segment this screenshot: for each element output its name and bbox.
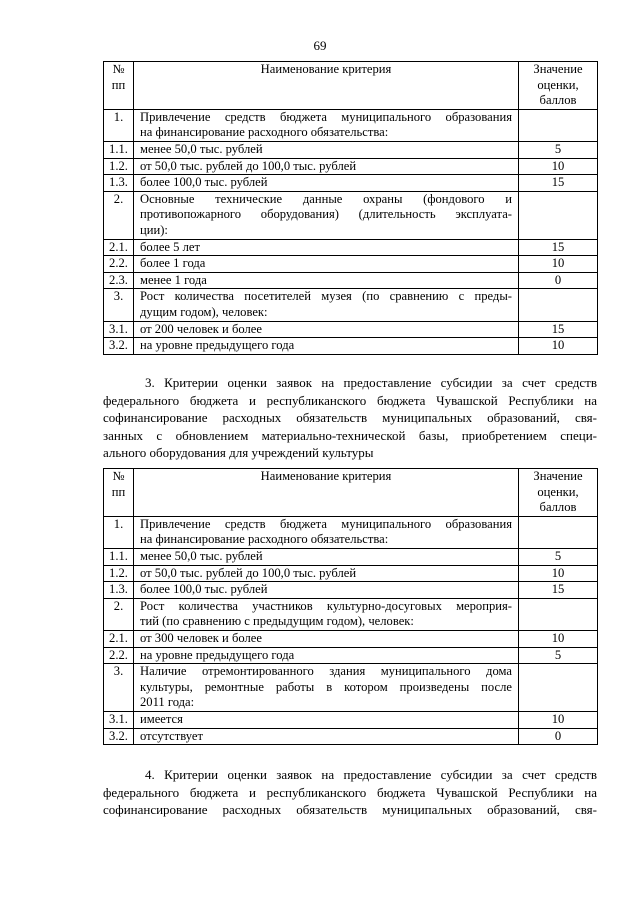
row-number: 2. <box>104 598 134 630</box>
row-value: 10 <box>519 256 598 273</box>
row-number: 1. <box>104 516 134 548</box>
table-header-row <box>104 62 598 110</box>
criterion-line: Привлечение средств бюджета муниципального образования <box>140 516 512 531</box>
row-number: 2.1. <box>104 239 134 256</box>
row-value: 15 <box>519 175 598 192</box>
row-value: 5 <box>519 548 598 565</box>
row-value: 10 <box>519 338 598 355</box>
row-criterion: на уровне предыдущего года <box>134 647 519 664</box>
subcriterion-row <box>104 239 598 256</box>
page-number: 69 <box>313 38 327 53</box>
criterion-line: Основные технические данные охраны (фондового и <box>140 191 512 206</box>
row-value: 5 <box>519 647 598 664</box>
row-number: 1.3. <box>104 582 134 599</box>
subcriterion-row <box>104 548 598 565</box>
subcriterion-row <box>104 256 598 273</box>
criterion-row <box>104 664 598 712</box>
row-value: 5 <box>519 141 598 158</box>
subcriterion-row <box>104 630 598 647</box>
row-criterion: от 200 человек и более <box>134 321 519 338</box>
row-value: 0 <box>519 728 598 745</box>
subcriterion-row <box>104 272 598 289</box>
paragraph-line: федерального бюджета и республиканского бюджета Чувашской Республики на <box>103 392 597 408</box>
row-value: 0 <box>519 272 598 289</box>
criterion-line: Рост количества участников культурно-досуговых мероприя- <box>140 598 512 613</box>
paragraph-line: 3. Критерии оценки заявок на предоставление субсидии за счет средств <box>145 375 597 390</box>
section-3-paragraph <box>103 374 597 462</box>
criterion-line: на финансирование расходного обязательства: <box>140 125 389 140</box>
row-value <box>519 664 598 712</box>
criterion-line: противопожарного оборудования) (длительность эксплуата- <box>140 207 512 222</box>
criterion-line: культуры, ремонтные работы в котором произведены после <box>140 679 512 694</box>
row-criterion: отсутствует <box>134 728 519 745</box>
row-value: 15 <box>519 321 598 338</box>
criterion-line: ции): <box>140 222 168 237</box>
criterion-line: на финансирование расходного обязательства: <box>140 532 389 547</box>
paragraph-line: 4. Критерии оценки заявок на предоставление субсидии за счет средств <box>145 767 597 782</box>
row-number: 2.2. <box>104 647 134 664</box>
row-criterion: от 50,0 тыс. рублей до 100,0 тыс. рублей <box>134 158 519 175</box>
table-header-row <box>104 469 598 517</box>
row-criterion: более 100,0 тыс. рублей <box>134 582 519 599</box>
header-name: Наименование критерия <box>134 62 519 110</box>
criterion-row <box>104 516 598 548</box>
header-num: № пп <box>104 469 134 517</box>
row-number: 2. <box>104 191 134 239</box>
criterion-line: 2011 года: <box>140 695 195 710</box>
row-value: 10 <box>519 158 598 175</box>
row-number: 3. <box>104 289 134 321</box>
paragraph-line: занных с обновлением материально-технической базы, приобретением специ- <box>103 427 597 443</box>
row-criterion: от 300 человек и более <box>134 630 519 647</box>
row-criterion <box>134 289 519 321</box>
paragraph-line: ального оборудования для учреждений культуры <box>103 445 374 460</box>
row-number: 3.1. <box>104 711 134 728</box>
criteria-table-2 <box>103 468 598 745</box>
criterion-line: Рост количества посетителей музея (по сравнению с преды- <box>140 289 512 304</box>
row-value <box>519 191 598 239</box>
criterion-row <box>104 191 598 239</box>
row-number: 3. <box>104 664 134 712</box>
header-name: Наименование критерия <box>134 469 519 517</box>
criterion-row <box>104 598 598 630</box>
row-value <box>519 598 598 630</box>
criteria-table-1 <box>103 61 598 355</box>
paragraph-line: софинансирование расходных обязательств муниципальных образований, свя- <box>103 410 597 425</box>
row-value <box>519 516 598 548</box>
row-criterion <box>134 598 519 630</box>
row-criterion <box>134 516 519 548</box>
paragraph-line: софинансирование расходных обязательств муниципальных образований, свя- <box>103 802 597 817</box>
row-value <box>519 289 598 321</box>
row-criterion: менее 50,0 тыс. рублей <box>134 548 519 565</box>
row-criterion: более 100,0 тыс. рублей <box>134 175 519 192</box>
subcriterion-row <box>104 582 598 599</box>
row-value: 10 <box>519 630 598 647</box>
row-criterion <box>134 664 519 712</box>
row-value: 10 <box>519 565 598 582</box>
subcriterion-row <box>104 141 598 158</box>
criterion-line: Наличие отремонтированного здания муниципального дома <box>140 664 512 679</box>
row-criterion: менее 1 года <box>134 272 519 289</box>
row-number: 1.1. <box>104 141 134 158</box>
row-criterion <box>134 109 519 141</box>
row-criterion: менее 50,0 тыс. рублей <box>134 141 519 158</box>
criterion-line: тий (по сравнению с предыдущим годом), человек: <box>140 614 414 629</box>
header-value: Значение оценки, баллов <box>519 469 598 517</box>
subcriterion-row <box>104 565 598 582</box>
subcriterion-row <box>104 321 598 338</box>
subcriterion-row <box>104 728 598 745</box>
row-number: 1. <box>104 109 134 141</box>
paragraph-line: федерального бюджета и республиканского бюджета Чувашской Республики на <box>103 784 597 800</box>
criterion-row <box>104 109 598 141</box>
row-number: 2.2. <box>104 256 134 273</box>
header-value: Значение оценки, баллов <box>519 62 598 110</box>
header-num: № пп <box>104 62 134 110</box>
row-value: 10 <box>519 711 598 728</box>
subcriterion-row <box>104 647 598 664</box>
subcriterion-row <box>104 175 598 192</box>
subcriterion-row <box>104 158 598 175</box>
row-number: 1.3. <box>104 175 134 192</box>
row-number: 2.3. <box>104 272 134 289</box>
row-value <box>519 109 598 141</box>
row-criterion: более 1 года <box>134 256 519 273</box>
row-criterion <box>134 191 519 239</box>
row-number: 1.1. <box>104 548 134 565</box>
row-value: 15 <box>519 239 598 256</box>
row-number: 3.2. <box>104 338 134 355</box>
row-criterion: более 5 лет <box>134 239 519 256</box>
criterion-line: Привлечение средств бюджета муниципального образования <box>140 109 512 124</box>
row-criterion: от 50,0 тыс. рублей до 100,0 тыс. рублей <box>134 565 519 582</box>
row-criterion: имеется <box>134 711 519 728</box>
row-number: 3.1. <box>104 321 134 338</box>
row-number: 1.2. <box>104 565 134 582</box>
row-number: 1.2. <box>104 158 134 175</box>
subcriterion-row <box>104 711 598 728</box>
row-criterion: на уровне предыдущего года <box>134 338 519 355</box>
row-value: 15 <box>519 582 598 599</box>
row-number: 3.2. <box>104 728 134 745</box>
criterion-row <box>104 289 598 321</box>
criterion-line: дущим годом), человек: <box>140 304 268 319</box>
section-4-paragraph <box>103 766 597 819</box>
subcriterion-row <box>104 338 598 355</box>
row-number: 2.1. <box>104 630 134 647</box>
